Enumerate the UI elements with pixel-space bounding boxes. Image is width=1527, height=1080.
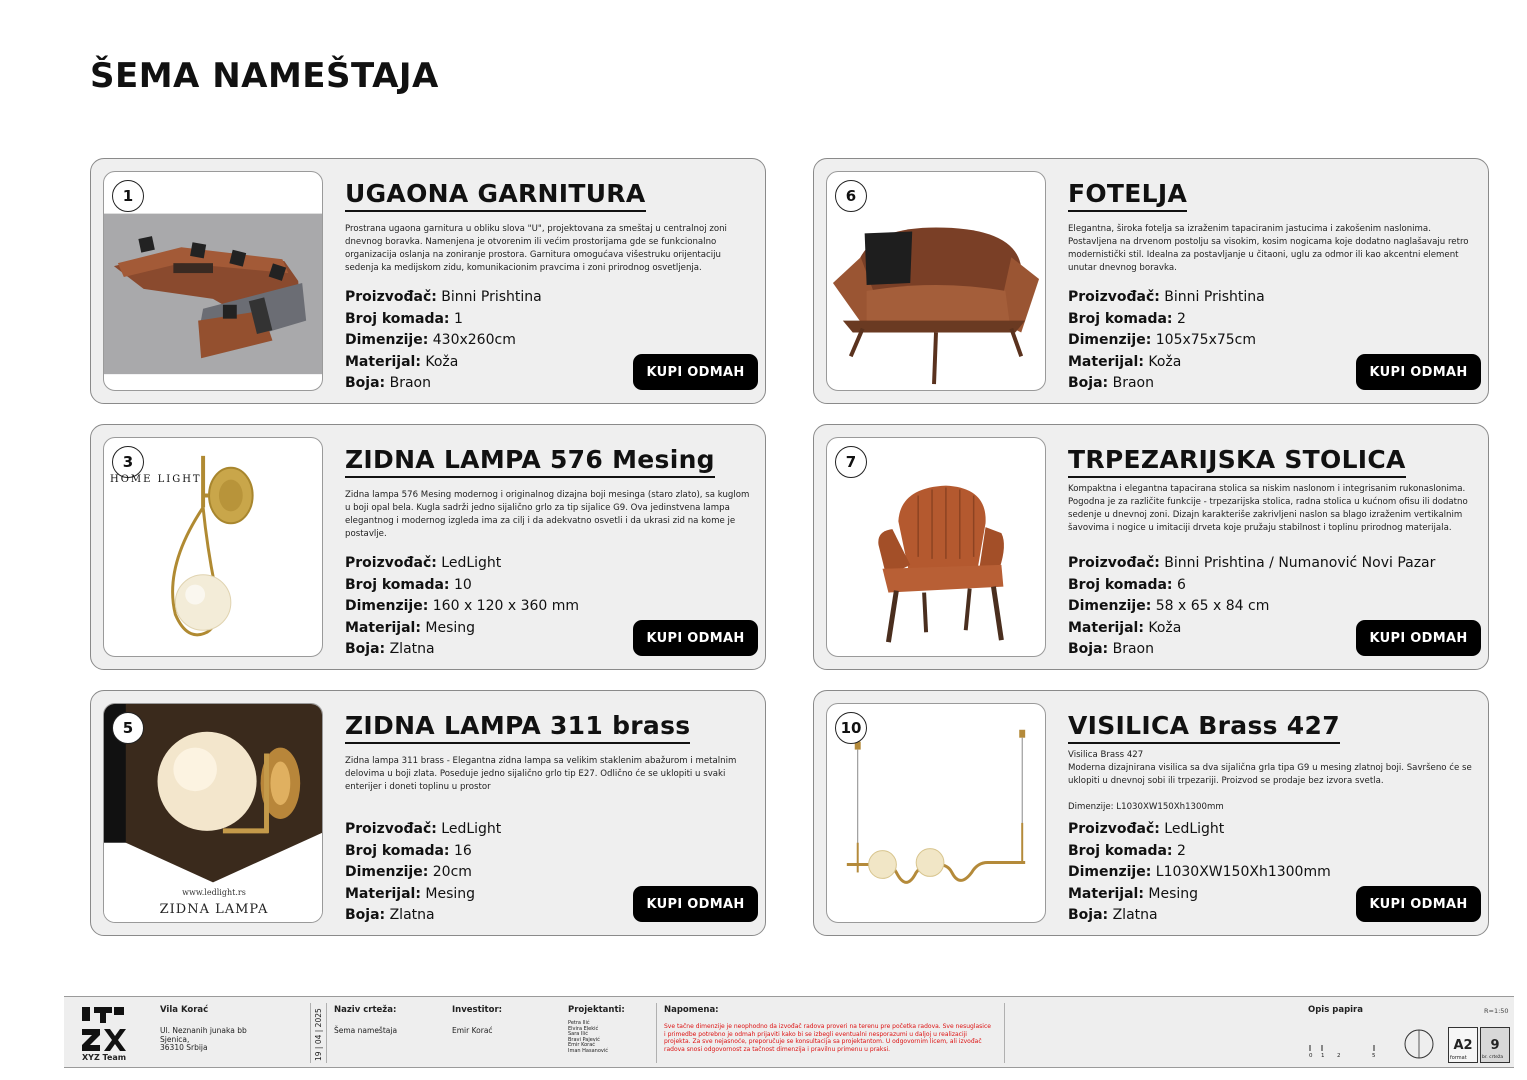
address-line: 36310 Srbija	[160, 1043, 208, 1052]
spec-color: Boja: Braon	[1068, 375, 1154, 391]
product-card-1	[90, 158, 766, 404]
spec-color: Boja: Braon	[1068, 641, 1154, 657]
spec-manufacturer: Proizvođač: LedLight	[345, 821, 502, 837]
item-number-badge: 5	[112, 712, 144, 744]
spec-dimensions: Dimenzije: 430x260cm	[345, 332, 516, 348]
drawing-value: Šema nameštaja	[334, 1026, 398, 1035]
project-info	[160, 1005, 247, 1053]
spec-quantity: Broj komada: 2	[1068, 842, 1186, 859]
divider	[656, 1003, 657, 1063]
designers	[568, 1005, 625, 1054]
spec-quantity: Broj komada: 10	[345, 576, 472, 593]
product-specs	[1068, 287, 1265, 395]
spec-manufacturer: Proizvođač: LedLight	[1068, 821, 1225, 837]
product-image	[103, 703, 323, 923]
buy-now-button[interactable]: KUPI ODMAH	[1356, 354, 1481, 390]
item-number-badge: 3	[112, 446, 144, 478]
designer-name: Iman Hasanović	[568, 1047, 608, 1054]
product-specs	[345, 553, 579, 661]
product-title: UGAONA GARNITURA	[345, 179, 646, 212]
spec-manufacturer: Proizvođač: Binni Prishtina / Numanović Novi Pazar	[1068, 555, 1436, 571]
spec-quantity: Broj komada: 6	[1068, 576, 1186, 593]
buy-now-button[interactable]: KUPI ODMAH	[633, 620, 758, 656]
product-title: ZIDNA LAMPA 311 brass	[345, 711, 690, 744]
item-number-badge: 7	[835, 446, 867, 478]
spec-color: Boja: Zlatna	[345, 907, 435, 923]
scale-mark: 5	[1372, 1053, 1376, 1059]
designers-label: Projektanti:	[568, 1005, 625, 1015]
buy-now-button[interactable]: KUPI ODMAH	[1356, 620, 1481, 656]
spec-dimensions: Dimenzije: 20cm	[345, 864, 472, 880]
product-title: ZIDNA LAMPA 576 Mesing	[345, 445, 715, 478]
spec-material: Materijal: Mesing	[345, 619, 476, 636]
buy-now-button[interactable]: KUPI ODMAH	[633, 354, 758, 390]
designer-name: Sara Ilić	[568, 1031, 588, 1037]
paper-info	[1308, 1005, 1363, 1027]
spec-dimensions: Dimenzije: 58 x 65 x 84 cm	[1068, 598, 1270, 614]
spec-manufacturer: Proizvođač: LedLight	[345, 555, 502, 571]
title-block-footer	[64, 996, 1514, 1068]
spec-manufacturer: Proizvođač: Binni Prishtina	[345, 289, 542, 305]
product-specs	[345, 819, 501, 927]
sheet-number: 9	[1490, 1037, 1500, 1053]
product-card-7	[813, 424, 1489, 670]
drawing-date: 19 | 04 | 2025	[314, 1008, 323, 1062]
product-card-3	[90, 424, 766, 670]
image-caption: HOME LIGHT	[110, 474, 202, 485]
product-description: Elegantna, široka fotelja sa izraženim tapaciranim jastucima i zakošenim naslonima. Postavljena na drvenom postolju sa visokim, kosim nogicama koje dodatno naglašavaju retro modernistički stil. Idealna za postavljanje u čitaoni, uglu za odmor ili kao akcentni element unutar dnevnog boravka.	[1068, 224, 1469, 273]
image-url-text: www.ledlight.rs	[182, 888, 246, 897]
item-number-badge: 1	[112, 180, 144, 212]
page-title: ŠEMA NAMEŠTAJA	[90, 56, 439, 96]
designer-name: Emir Korać	[568, 1042, 596, 1048]
spec-quantity: Broj komada: 16	[345, 842, 472, 859]
investor-value: Emir Korać	[452, 1026, 493, 1035]
divider	[310, 1003, 311, 1063]
product-image	[103, 437, 323, 657]
product-image	[826, 703, 1046, 923]
spec-dimensions: Dimenzije: L1030XW150Xh1300mm	[1068, 864, 1331, 880]
drawing-name	[334, 1005, 397, 1036]
logo-text: XYZ Team	[82, 1053, 127, 1062]
address-line: Ul. Neznanih junaka bb	[160, 1026, 247, 1035]
spec-manufacturer: Proizvođač: Binni Prishtina	[1068, 289, 1265, 305]
scale-bar-icon	[1300, 1039, 1390, 1063]
note	[664, 1005, 994, 1053]
image-caption: ZIDNA LAMPA	[159, 902, 269, 917]
address-line: Sjenica,	[160, 1034, 190, 1044]
product-image	[826, 171, 1046, 391]
spec-color: Boja: Zlatna	[1068, 907, 1158, 923]
paper-format: A2	[1453, 1037, 1473, 1053]
item-number-badge: 6	[835, 180, 867, 212]
designer-name: Bravi Pajević	[568, 1036, 600, 1043]
designer-name: Elvira Elekić	[568, 1025, 599, 1032]
item-number-badge: 10	[835, 712, 867, 744]
spec-dimensions: Dimenzije: 160 x 120 x 360 mm	[345, 598, 580, 614]
designer-name: Petra Ilić	[568, 1020, 590, 1026]
spec-dimensions: Dimenzije: 105x75x75cm	[1068, 332, 1257, 348]
product-description: Kompaktna i elegantna tapacirana stolica sa niskim naslonom i integrisanim rukonaslonima. Pogodna je za različite funkcije - trpezarijska stolica, radna stolica u kućnom ofisu ili dodatno sedenje u dnevnoj zoni. Dizajn karakteriše zakrivljeni naslon sa blago izraženim vertikalnim šavovima i nogice u imitaciji drveta koje pružaju stabilnost i toplinu prirodnog materijala.	[1068, 484, 1468, 533]
product-card-10	[813, 690, 1489, 936]
product-specs	[345, 287, 542, 395]
spec-quantity: Broj komada: 1	[345, 310, 463, 327]
product-title: FOTELJA	[1068, 179, 1187, 212]
scale-label: R=1:50	[1484, 1007, 1509, 1015]
product-title: TRPEZARIJSKA STOLICA	[1068, 445, 1406, 478]
product-specs	[1068, 819, 1331, 927]
investor-label: Investitor:	[452, 1005, 503, 1015]
drawing-label: Naziv crteža:	[334, 1005, 397, 1015]
product-card-6	[813, 158, 1489, 404]
spec-color: Boja: Braon	[345, 375, 431, 391]
buy-now-button[interactable]: KUPI ODMAH	[1356, 886, 1481, 922]
investor	[452, 1005, 502, 1036]
note-label: Napomena:	[664, 1005, 719, 1015]
paper-label: Opis papira	[1308, 1005, 1363, 1015]
product-description: Visilica Brass 427 Moderna dizajnirana visilica sa dva sijalična grla tipa G9 u mesing zlatnoj boji. Savršeno će se uklopiti u dnevnoj sobi ili trpezariji. Proizvod se prodaje bez izvora svetla. Dimenzije: L1030XW150Xh1300mm	[1068, 750, 1472, 812]
product-description: Zidna lampa 576 Mesing modernog i originalnog dizajna boji mesinga (staro zlato), sa kuglom u boji opal bela. Kugla sadrži jedno sijalično grlo za tip sijalice G9. Ova jedinstvena lampa elegantnog i modernog izgleda ima za cilj i da adekvatno osvetli i da ukrasi zid na kome je postavlje.	[345, 490, 750, 539]
scale-mark: 1	[1321, 1053, 1325, 1059]
divider	[326, 1003, 327, 1063]
spec-quantity: Broj komada: 2	[1068, 310, 1186, 327]
spec-material: Materijal: Mesing	[345, 885, 476, 902]
project-name: Vila Korać	[160, 1005, 209, 1015]
product-description: Zidna lampa 311 brass - Elegantna zidna lampa sa velikim staklenim abažurom i metalnim delovima u boji zlata. Poseduje jedno sijalično grlo tip E27. Odlično će se uklopiti u svaki enterijer i doneti toplinu u prostor	[345, 756, 737, 792]
spec-material: Materijal: Mesing	[1068, 885, 1199, 902]
spec-material: Materijal: Koža	[1068, 353, 1182, 370]
paper-format-sub: format	[1450, 1055, 1467, 1061]
product-image	[103, 171, 323, 391]
spec-material: Materijal: Koža	[345, 353, 459, 370]
note-text: Sve tačne dimenzije je neophodno da izvođač radova proveri na terenu pre početka radova. Sve nesuglasice i primedbe potrebno je odmah prijaviti kako bi se izbegli eventualni nesporazumi u daljoj u realizaciji projekta. Za sve nejasnoće, preporučuje se konsultacija sa projektantom. U odgovornim licem, ali izvođač radova snosi odgovornost za tačnost dimenzija i pravilnu primenu u praksi.	[664, 1023, 991, 1053]
spec-material: Materijal: Koža	[1068, 619, 1182, 636]
divider	[1004, 1003, 1005, 1063]
spec-color: Boja: Zlatna	[345, 641, 435, 657]
product-description: Prostrana ugaona garnitura u obliku slova "U", projektovana za smeštaj u centralnoj zoni dnevnog boravka. Namenjena je otvorenim ili većim prostorijama gde se funkcionalno organizacija oslanja na zoniranje prostora. Garnitura omogućava višestruku orijentaciju sedenja ka medijskom zidu, komunikacionim pravcima i zoni prirodnog osvetljenja.	[345, 224, 727, 273]
product-title: VISILICA Brass 427	[1068, 711, 1340, 744]
north-arrow-icon	[1402, 1027, 1436, 1061]
buy-now-button[interactable]: KUPI ODMAH	[633, 886, 758, 922]
scale-mark: 2	[1337, 1053, 1341, 1059]
product-image	[826, 437, 1046, 657]
sheet-number-sub: br. crteža	[1482, 1055, 1504, 1060]
scale-mark: 0	[1309, 1053, 1313, 1059]
product-card-5	[90, 690, 766, 936]
